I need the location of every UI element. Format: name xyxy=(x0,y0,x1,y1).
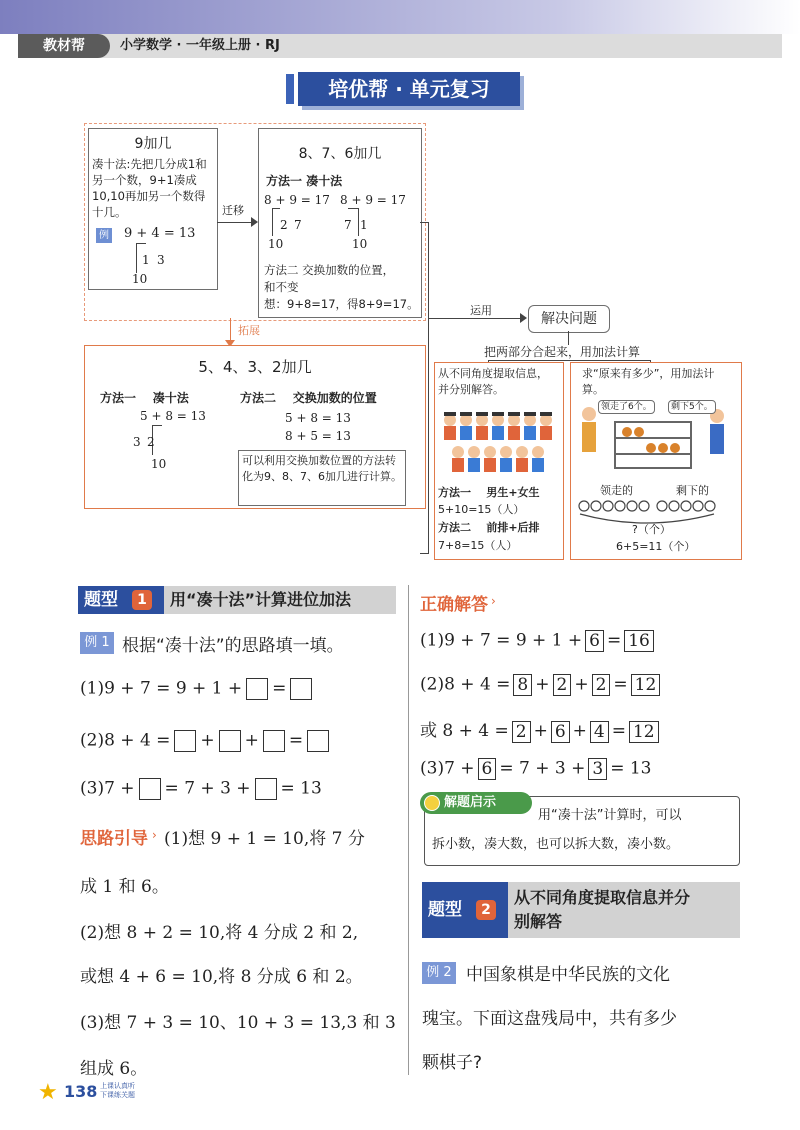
bracket-line xyxy=(420,553,429,554)
ans-2 xyxy=(420,674,663,696)
b54-ten: 10 xyxy=(151,457,167,471)
ex-tag-small: 例 xyxy=(96,228,112,243)
eq2: 8 + 9 = 17 xyxy=(340,193,406,207)
example-1-tag: 例 1 xyxy=(80,632,114,654)
blank-box[interactable] xyxy=(290,678,312,700)
blank-box[interactable] xyxy=(219,730,241,752)
blank-box[interactable] xyxy=(307,730,329,752)
q1-b: = xyxy=(272,678,287,699)
hint-5: (3)想 7 + 3 = 10、10 + 3 = 13,3 和 3 xyxy=(80,1013,396,1033)
tip-1: 用“凑十法”计算时，可以 xyxy=(538,808,682,823)
yunyong-arrow xyxy=(428,318,524,319)
connector xyxy=(488,360,650,361)
tixing-1-title: 用“凑十法”计算进位加法 xyxy=(170,590,352,609)
bubble-taken: 领走了6个。 xyxy=(598,400,655,414)
hint-3: (2)想 8 + 2 = 10,将 4 分成 2 和 2, xyxy=(80,923,359,943)
footer-slogan-1: 上课认真听 xyxy=(100,1082,135,1090)
ans1-a: (1)9 + 7 = 9 + 1 + xyxy=(420,630,583,651)
tixing-1-num: 1 xyxy=(132,590,152,610)
bubble-left: 剩下5个。 xyxy=(668,400,716,414)
b54-eq: 5 + 8 = 13 xyxy=(140,409,206,423)
split-line xyxy=(348,208,358,209)
m2a: 方法二 交换加数的位置， xyxy=(264,263,395,277)
extract-m1: 方法一 男生+女生 xyxy=(438,486,540,499)
blank-box[interactable] xyxy=(174,730,196,752)
blank-box[interactable] xyxy=(246,678,268,700)
hint-1: (1)想 9 + 1 = 10,将 7 分 xyxy=(164,829,365,849)
s2b: 1 xyxy=(360,218,368,232)
label-taken: 领走的 xyxy=(600,484,633,497)
tixing-2-num: 2 xyxy=(476,900,496,920)
split-line xyxy=(358,208,359,236)
answer-label: 正确解答 xyxy=(420,595,488,615)
ans4-c: = 7 + 3 + xyxy=(499,758,586,779)
b54-m2: 方法二 交换加数的位置 xyxy=(240,391,377,405)
tuozhan-label: 拓展 xyxy=(238,324,260,337)
box-9-eq: 9 + 4 = 13 xyxy=(124,226,196,241)
split-line xyxy=(272,208,273,236)
q3-b: = 7 + 3 + xyxy=(164,778,251,799)
ans2-box: 8 xyxy=(513,674,532,696)
ans3-g: = xyxy=(611,721,626,741)
extract-m2: 方法二 前排+后排 xyxy=(438,521,540,534)
b54-e1: 5 + 8 = 13 xyxy=(285,411,351,425)
extract-text: 从不同角度提取信息，并分别解答。 xyxy=(438,367,548,396)
q1 xyxy=(80,678,316,700)
s2a: 7 xyxy=(344,218,352,232)
s1b: 7 xyxy=(294,218,302,232)
t1: 10 xyxy=(268,237,284,251)
split-2: 3 xyxy=(157,253,165,267)
example-2-line1: 中国象棋是中华民族的文化 xyxy=(466,965,670,985)
tixing-2-title-1: 从不同角度提取信息并分 xyxy=(514,888,691,907)
yunyong-label: 运用 xyxy=(470,304,492,317)
ans2-box: 12 xyxy=(631,674,661,696)
split-line xyxy=(152,425,162,426)
ans3-box: 6 xyxy=(551,721,570,743)
kids-illustration xyxy=(438,408,556,478)
bracket-line xyxy=(428,222,429,554)
b54-note: 可以利用交换加数位置的方法转化为9、8、7、6加几进行计算。 xyxy=(238,450,406,506)
b54-e2: 8 + 5 = 13 xyxy=(285,429,351,443)
banner-title: 培优帮 · 单元复习 xyxy=(298,72,520,106)
hint-2: 成 1 和 6。 xyxy=(80,877,169,897)
hint-label: 思路引导 xyxy=(80,829,148,849)
page-number: 138 xyxy=(64,1082,98,1101)
ans3-box: 2 xyxy=(512,721,531,743)
ans3-e: + xyxy=(572,721,587,741)
original-eq: 6+5=11（个） xyxy=(616,540,696,553)
ans2-c: + xyxy=(535,674,550,695)
b54-s1: 3 xyxy=(133,435,141,449)
join-label: 把两部分合起来，用加法计算 xyxy=(484,345,641,359)
s1a: 2 xyxy=(280,218,288,232)
example-2-line3: 颗棋子? xyxy=(422,1053,483,1073)
question-unit: ?（个） xyxy=(632,523,671,536)
ans2-a: (2)8 + 4 = xyxy=(420,674,511,695)
hint-6: 组成 6。 xyxy=(80,1059,148,1079)
bracket-line xyxy=(420,222,429,223)
ans1-box: 16 xyxy=(624,630,654,652)
ans3-a: 或 8 + 4 = xyxy=(420,721,509,741)
arrow-head xyxy=(251,217,258,227)
q2-b: + xyxy=(200,730,215,751)
t2: 10 xyxy=(352,237,368,251)
b54-s2: 2 xyxy=(147,435,155,449)
answer-arrow: › xyxy=(491,594,496,608)
example-1-text: 根据“凑十法”的思路填一填。 xyxy=(122,636,344,656)
header-book: 小学数学 · 一年级上册 · RJ xyxy=(120,38,280,53)
ans-4 xyxy=(420,758,651,780)
q2-d: = xyxy=(288,730,304,751)
banner-left-stripe xyxy=(286,74,294,104)
ans3-c: + xyxy=(533,721,548,741)
ans4-a: (3)7 + xyxy=(420,758,475,779)
arrow-qianyi xyxy=(217,222,255,223)
q3 xyxy=(80,778,322,800)
q3-c: = 13 xyxy=(280,778,322,799)
q2 xyxy=(80,730,333,752)
q2-c: + xyxy=(244,730,259,751)
column-divider xyxy=(408,585,409,1075)
blank-box[interactable] xyxy=(139,778,161,800)
ans3-box: 12 xyxy=(629,721,659,743)
split-line xyxy=(272,208,280,209)
box-5432-title: 5、4、3、2加几 xyxy=(198,358,312,376)
bulb-icon xyxy=(424,795,440,811)
ans4-box: 3 xyxy=(588,758,607,780)
ans-1 xyxy=(420,630,657,652)
box-9-title: 9加几 xyxy=(134,136,172,152)
tixing-2-title-2: 别解答 xyxy=(514,912,563,931)
ans2-box: 2 xyxy=(592,674,611,696)
m1-label: 方法一 凑十法 xyxy=(266,174,343,188)
solve-problem-label: 解决问题 xyxy=(541,311,597,327)
box-9-plus xyxy=(88,128,218,290)
top-band xyxy=(0,0,800,34)
extract-e2: 7+8=15（人） xyxy=(438,539,518,552)
qianyi-label: 迁移 xyxy=(222,204,244,217)
ans2-box: 2 xyxy=(553,674,572,696)
tip-label-text: 解题启示 xyxy=(444,795,497,810)
example-2-line2: 瑰宝。下面这盘残局中，共有多少 xyxy=(422,1009,677,1029)
eq1: 8 + 9 = 17 xyxy=(264,193,330,207)
ans1-c: = xyxy=(606,630,622,651)
split-1: 1 xyxy=(142,253,150,267)
hint-4: 或想 4 + 6 = 10,将 8 分成 6 和 2。 xyxy=(80,967,363,987)
tip-2: 拆小数，凑大数，也可以拆大数，凑小数。 xyxy=(432,837,680,852)
blank-box[interactable] xyxy=(263,730,285,752)
b54-m1: 方法一 凑十法 xyxy=(100,391,189,405)
footer-star-icon: ★ xyxy=(38,1080,58,1105)
header-brand: 教材帮 xyxy=(18,34,110,58)
arrow-head xyxy=(520,313,527,323)
extract-e1: 5+10=15（人） xyxy=(438,503,525,516)
tixing-1-label: 题型 xyxy=(84,590,118,610)
box-876-title: 8、7、6加几 xyxy=(298,146,382,162)
ans2-g: = xyxy=(613,674,628,695)
ans3-box: 4 xyxy=(590,721,609,743)
original-text: 求“原来有多少”，用加法计算。 xyxy=(582,367,715,396)
example-2-tag: 例 2 xyxy=(422,962,456,984)
ans4-box: 6 xyxy=(478,758,497,780)
m2c: 想：9+8=17，得8+9=17。 xyxy=(264,297,419,311)
q2-a: (2)8 + 4 = xyxy=(80,730,171,751)
label-left: 剩下的 xyxy=(676,484,709,497)
blank-box[interactable] xyxy=(255,778,277,800)
ans4-e: = 13 xyxy=(610,758,652,779)
ans1-box: 6 xyxy=(585,630,604,652)
ten-label: 10 xyxy=(132,272,148,286)
split-line xyxy=(136,243,146,244)
tixing-2-label: 题型 xyxy=(428,900,462,920)
m2b: 和不变 xyxy=(264,280,299,294)
q1-a: (1)9 + 7 = 9 + 1 + xyxy=(80,678,243,699)
ans2-e: + xyxy=(574,674,589,695)
ans-3 xyxy=(420,716,662,743)
split-line xyxy=(136,243,137,273)
box-9-desc: 凑十法:先把几分成1和另一个数，9+1凑成10,10再加另一个数得十几。 xyxy=(92,157,207,219)
q3-a: (3)7 + xyxy=(80,778,135,799)
hint-arrow: › xyxy=(152,828,157,842)
footer-slogan-2: 下课练关题 xyxy=(100,1091,135,1099)
